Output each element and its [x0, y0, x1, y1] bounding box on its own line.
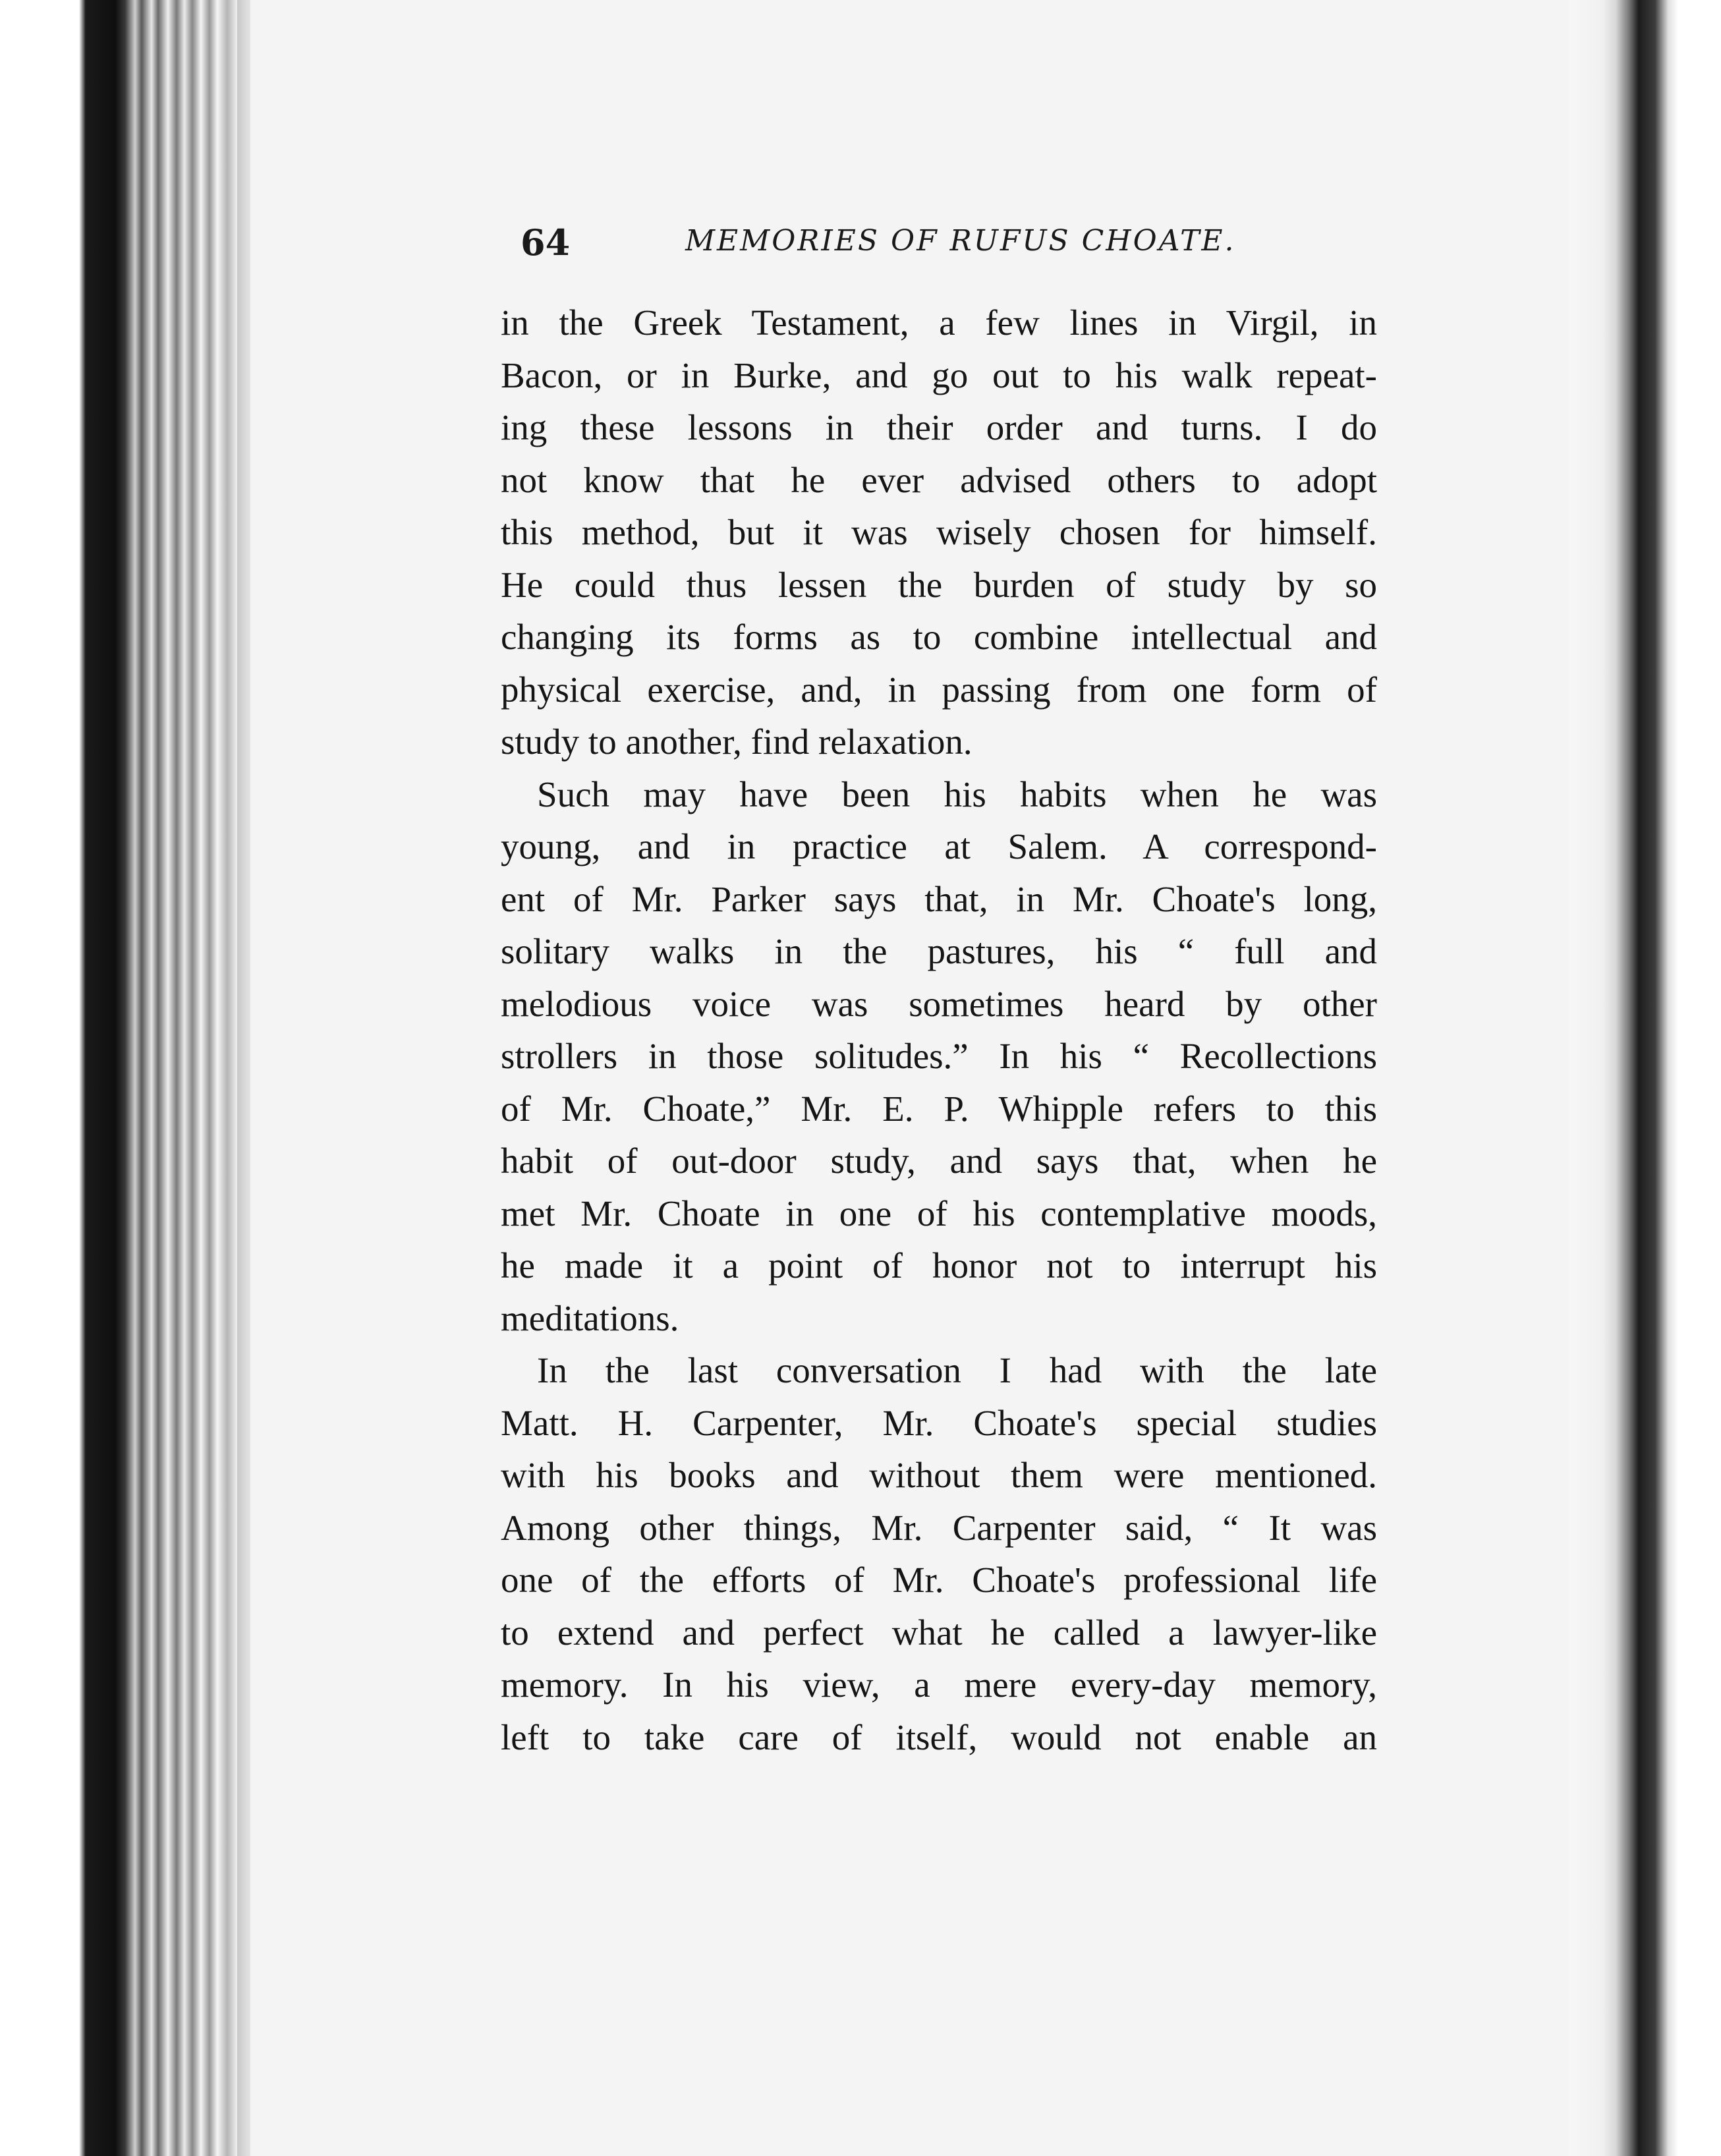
text-line: habit of out-door study, and says that, when he — [501, 1141, 1377, 1181]
text-line: he made it a point of honor not to interrupt his — [501, 1245, 1377, 1286]
text-line: memory. In his view, a mere every-day memory, — [501, 1664, 1377, 1705]
text-line: young, and in practice at Salem. A correspond- — [501, 826, 1377, 866]
text-line: this method, but it was wisely chosen for himself. — [501, 512, 1377, 552]
text-line: not know that he ever advised others to adopt — [501, 459, 1377, 500]
text-line: Among other things, Mr. Carpenter said, “ It was — [501, 1507, 1377, 1548]
text-line: ent of Mr. Parker says that, in Mr. Choate's long, — [501, 878, 1377, 919]
text-line: left to take care of itself, would not enable an — [501, 1716, 1377, 1757]
running-title: MEMORIES OF RUFUS CHOATE. — [685, 224, 1236, 258]
book-binding — [0, 0, 250, 2156]
text-line: met Mr. Choate in one of his contemplative moods, — [501, 1193, 1377, 1234]
text-line: Bacon, or in Burke, and go out to his walk repeat- — [501, 355, 1377, 395]
text-line: Such may have been his habits when he was — [537, 774, 1377, 814]
text-line: In the last conversation I had with the late — [537, 1350, 1377, 1390]
text-line: of Mr. Choate,” Mr. E. P. Whipple refers to this — [501, 1088, 1377, 1129]
text-line: one of the efforts of Mr. Choate's professional life — [501, 1560, 1377, 1600]
body-text — [501, 297, 1377, 1763]
text-line: strollers in those solitudes.” In his “ Recollections — [501, 1036, 1377, 1076]
text-line: study to another, find relaxation. — [501, 722, 973, 762]
text-line: with his books and without them were mentioned. — [501, 1455, 1377, 1495]
text-line: ing these lessons in their order and turns. I do — [501, 407, 1377, 447]
text-line: melodious voice was sometimes heard by other — [501, 983, 1377, 1024]
running-head — [521, 221, 1278, 268]
text-line: meditations. — [501, 1297, 679, 1338]
text-line: to extend and perfect what he called a lawyer-like — [501, 1612, 1377, 1653]
text-line: He could thus lessen the burden of study by so — [501, 564, 1377, 605]
text-line: changing its forms as to combine intellectual and — [501, 617, 1377, 657]
text-line: solitary walks in the pastures, his “ full and — [501, 931, 1377, 971]
facing-page-edge — [1569, 0, 1721, 2156]
text-line: in the Greek Testament, a few lines in Virgil, in — [501, 302, 1377, 343]
text-line: physical exercise, and, in passing from one form of — [501, 669, 1377, 710]
text-line: Matt. H. Carpenter, Mr. Choate's special studies — [501, 1402, 1377, 1443]
page-number: 64 — [521, 221, 571, 264]
